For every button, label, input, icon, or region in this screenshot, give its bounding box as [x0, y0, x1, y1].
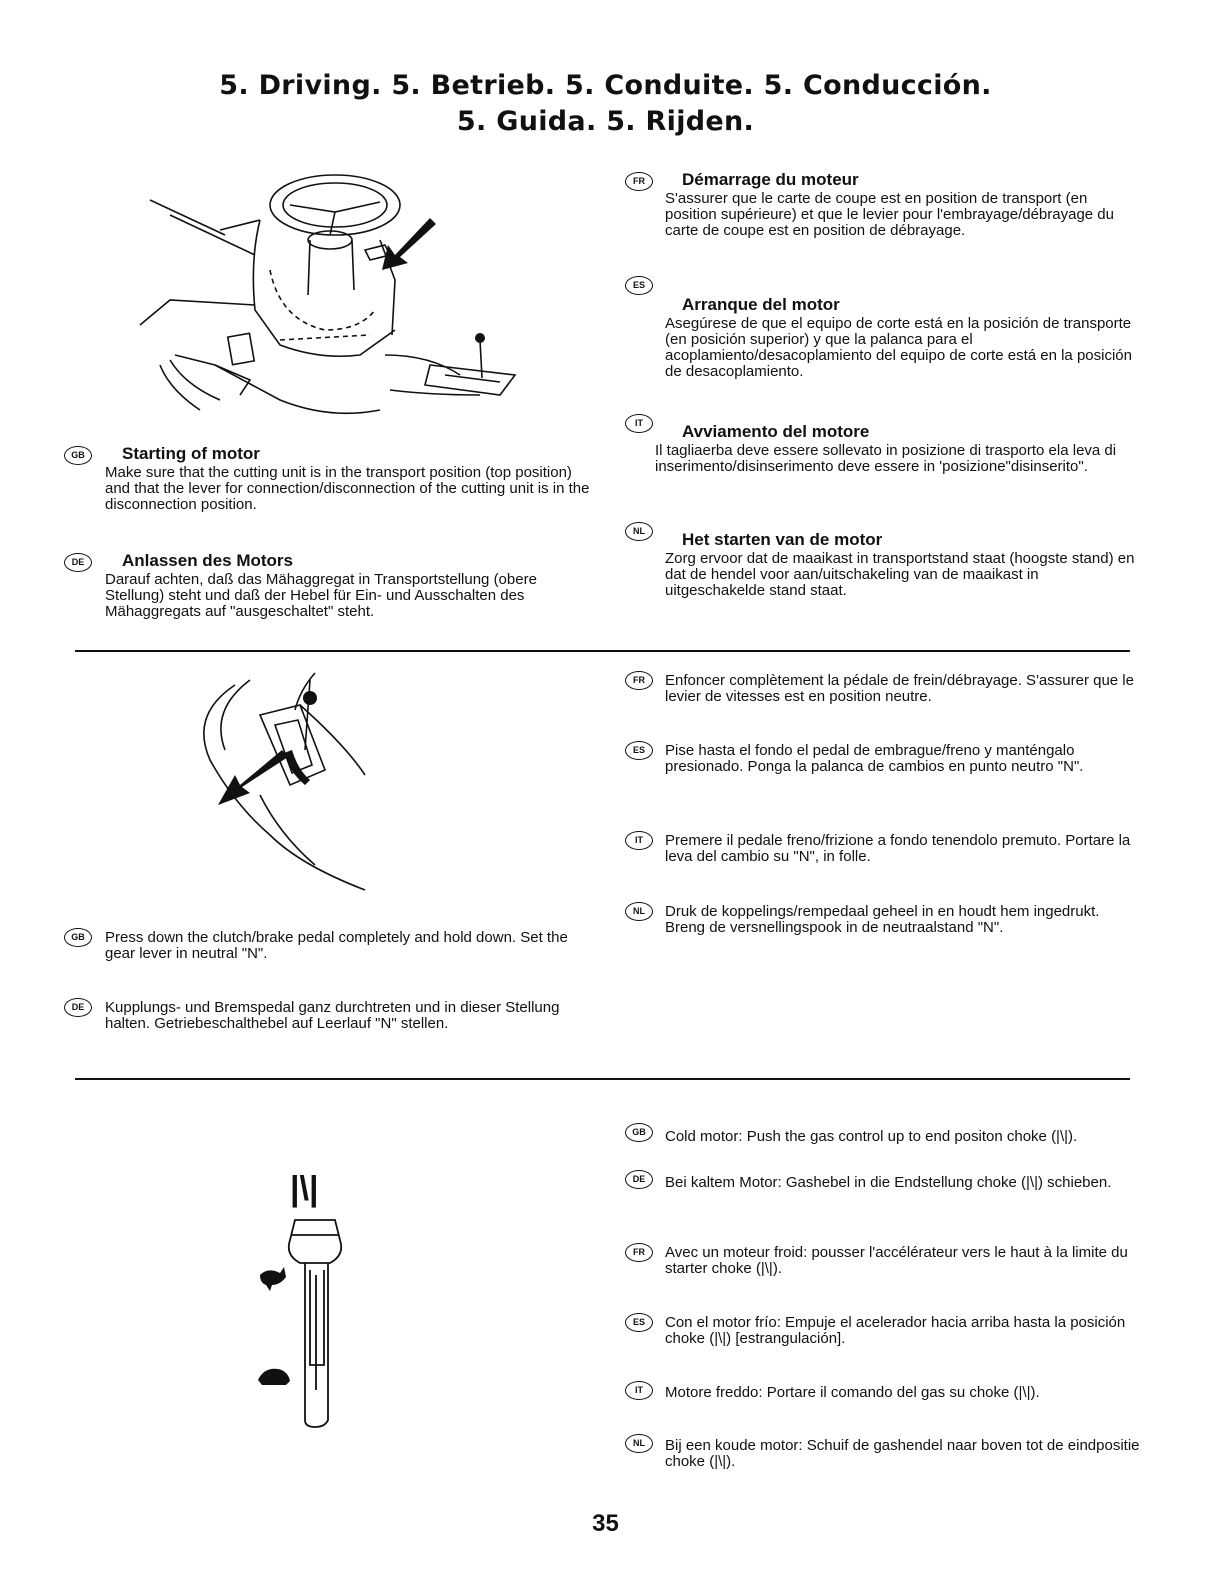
- page-title-line1: 5. Driving. 5. Betrieb. 5. Conduite. 5. Conducción.: [219, 70, 992, 101]
- language-badge-fr-2: FR: [625, 671, 653, 690]
- section3-de-text: [665, 1175, 1140, 1191]
- gear-lever-pedal-illustration: [180, 665, 380, 910]
- section3-es-text: [665, 1315, 1140, 1347]
- mower-dashboard-illustration: [130, 160, 550, 440]
- section1-nl-block: [665, 532, 1135, 599]
- section2-it-body: Premere il pedale freno/frizione a fondo tenendolo premuto. Portare la leva del cambio su "N", in folle.: [665, 832, 1131, 865]
- section1-es-heading: Arranque del motor: [682, 295, 840, 314]
- section1-nl-heading: Het starten van de motor: [682, 530, 883, 549]
- section2-es-text: [665, 743, 1135, 775]
- section1-fr-heading: Démarrage du moteur: [682, 170, 859, 189]
- section1-gb-heading: Starting of motor: [122, 444, 260, 463]
- language-badge-nl: NL: [625, 522, 653, 541]
- section2-de-body: Kupplungs- und Bremspedal ganz durchtreten und in dieser Stellung halten. Getriebeschalthebel auf Leerlauf "N" stellen.: [105, 999, 560, 1032]
- section3-de-body: Bei kaltem Motor: Gashebel in die Endstellung choke (|\|) schieben.: [665, 1174, 1112, 1191]
- section2-it-text: [665, 833, 1135, 865]
- language-badge-de: DE: [64, 553, 92, 572]
- section3-fr-body: Avec un moteur froid: pousser l'accélérateur vers le haut à la limite du starter choke (|\|).: [665, 1244, 1128, 1277]
- section3-nl-body: Bij een koude motor: Schuif de gashendel naar boven tot de eindpositie choke (|\|).: [665, 1437, 1140, 1470]
- section3-gb-body: Cold motor: Push the gas control up to end positon choke (|\|).: [665, 1128, 1078, 1145]
- language-badge-gb-2: GB: [64, 928, 92, 947]
- section2-de-text: [105, 1000, 585, 1032]
- language-badge-nl-2: NL: [625, 902, 653, 921]
- page-title-line2: 5. Guida. 5. Rijden.: [456, 106, 755, 137]
- page-number: 35: [592, 1510, 619, 1537]
- section1-es-body: Asegúrese de que el equipo de corte está en la posición de transporte (en posición superior) y que la palanca para el acoplamiento/desacoplamiento del equipo de corte está en la posición de desacoplamiento.: [665, 315, 1132, 380]
- language-badge-es-2: ES: [625, 741, 653, 760]
- language-badge-it-2: IT: [625, 831, 653, 850]
- section3-nl-text: [665, 1438, 1140, 1470]
- section1-fr-block: [665, 172, 1135, 239]
- section2-nl-text: [665, 904, 1135, 936]
- section-divider-2: [75, 1078, 1130, 1080]
- section1-es-block: [665, 297, 1135, 380]
- choke-symbol: |\|: [290, 1170, 319, 1208]
- language-badge-fr-3: FR: [625, 1243, 653, 1262]
- language-badge-gb-3: GB: [625, 1123, 653, 1142]
- language-badge-de-2: DE: [64, 998, 92, 1017]
- section2-gb-body: Press down the clutch/brake pedal completely and hold down. Set the gear lever in neutral "N".: [105, 929, 568, 962]
- section1-de-block: [105, 553, 590, 620]
- language-badge-de-3: DE: [625, 1170, 653, 1189]
- section3-fr-text: [665, 1245, 1140, 1277]
- language-badge-it-3: IT: [625, 1381, 653, 1400]
- section3-it-text: [665, 1385, 1140, 1401]
- section2-gb-text: [105, 930, 585, 962]
- language-badge-gb: GB: [64, 446, 92, 465]
- section1-de-body: Darauf achten, daß das Mähaggregat in Transportstellung (obere Stellung) steht und daß der Hebel für Ein- und Ausschalten des Mähaggregats auf "ausgeschaltet" steht.: [105, 571, 537, 620]
- section1-gb-body: Make sure that the cutting unit is in the transport position (top position) and that the lever for connection/disconnection of the cutting unit is in the disconnection position.: [105, 464, 590, 513]
- section1-fr-body: S'assurer que le carte de coupe est en position de transport (en position supérieure) et que le levier pour l'embrayage/débrayage du carte de coupe est en position de débrayage.: [665, 190, 1114, 239]
- section2-fr-text: [665, 673, 1135, 705]
- section2-fr-body: Enfoncer complètement la pédale de frein/débrayage. S'assurer que le levier de vitesses est en position neutre.: [665, 672, 1134, 705]
- section1-gb-block: [105, 446, 590, 513]
- section2-nl-body: Druk de koppelings/rempedaal geheel in en houdt hem ingedrukt. Breng de versnellingspook in de neutraalstand "N".: [665, 903, 1100, 936]
- section3-es-body: Con el motor frío: Empuje el acelerador hacia arriba hasta la posición choke (|\|) [estrangulación].: [665, 1314, 1126, 1347]
- section1-nl-body: Zorg ervoor dat de maaikast in transportstand staat (hoogste stand) en dat de hendel voor aan/uitschakeling van de maaikast in uitgeschakelde stand staat.: [665, 550, 1135, 599]
- language-badge-es: ES: [625, 276, 653, 295]
- section2-es-body: Pise hasta el fondo el pedal de embrague/freno y manténgalo presionado. Ponga la palanca de cambios en punto neutro "N".: [665, 742, 1084, 775]
- section-divider-1: [75, 650, 1130, 652]
- section1-it-body: Il tagliaerba deve essere sollevato in posizione di trasporto ela leva di inserimento/disinserimento deve essere in 'posizione"disinserito".: [655, 442, 1117, 475]
- language-badge-es-3: ES: [625, 1313, 653, 1332]
- section3-it-body: Motore freddo: Portare il comando del gas su choke (|\|).: [665, 1384, 1040, 1401]
- language-badge-nl-3: NL: [625, 1434, 653, 1453]
- section3-gb-text: [665, 1129, 1140, 1145]
- section1-it-heading: Avviamento del motore: [682, 422, 870, 441]
- language-badge-it: IT: [625, 414, 653, 433]
- section1-de-heading: Anlassen des Motors: [122, 551, 293, 570]
- throttle-lever-illustration: [250, 1215, 380, 1430]
- section1-it-block: [655, 424, 1135, 475]
- language-badge-fr: FR: [625, 172, 653, 191]
